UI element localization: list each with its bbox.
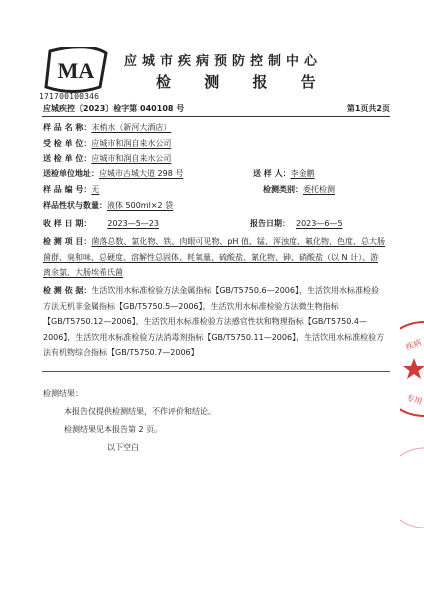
ma-logo-text: MA	[57, 58, 95, 83]
sample-name-row	[43, 122, 171, 133]
sample-state-label: 样品性状与数量：	[43, 201, 107, 210]
ma-registration-number: 171700100346	[39, 92, 100, 101]
submitter-value: 应城市和润自来水公司	[91, 154, 172, 163]
conclusion-line-2: 检测结果见本报告第 2 页。	[64, 425, 163, 434]
sender-label: 送 样 人：	[253, 169, 291, 178]
test-items-paragraph	[43, 234, 386, 281]
sample-name-value: 末梢水（新河大酒店）	[91, 123, 172, 132]
submitter-row	[43, 153, 171, 164]
seal-star-icon	[403, 358, 424, 379]
address-row	[43, 168, 183, 179]
seal-text-bottom: 专用	[405, 393, 424, 407]
seal-text-top: 疾病	[404, 337, 423, 352]
sample-name-label: 样 品 名 称：	[43, 123, 92, 132]
report-date-row	[250, 218, 343, 229]
conclusion-line-1: 本报告仅提供检测结果，不作评价和结论。	[64, 407, 216, 416]
sender-value: 李金鹏	[290, 169, 315, 178]
organization-name: 应城市疾病预防控制中心	[124, 54, 323, 69]
test-type-row	[263, 184, 335, 195]
report-title: 检 测 报 告	[156, 73, 330, 91]
ma-certification-logo	[42, 47, 110, 93]
sample-state-value: 液体 500ml×2 袋	[107, 201, 174, 210]
sample-number-row	[43, 184, 99, 195]
receive-date-label: 收 样 日 期：	[43, 219, 92, 228]
conclusion-line-3: 以下空白	[107, 443, 139, 452]
test-basis-value: 生活饮用水标准检验方法金属指标【GB/T5750.6—2006】，生活饮用水标准检验方法无机非金属指标【GB/T5750.5—2006】，生活饮用水标准检验方法微生物指标【GB/T5750.12—2006】，生活饮用水标准检验方法感官性状和物理指标【GB/T5750.4—2006】，生活饮用水标准检验方法消毒剂指标【GB/T5750.11—2006】，生活饮用水标准检验方法有机物综合指标【GB/T5750.7—2006】	[43, 286, 385, 357]
test-basis-label: 检 测 依 据：	[43, 286, 92, 295]
official-seal-stamp	[400, 318, 424, 528]
receive-date-row	[43, 218, 159, 229]
test-type-label: 检测类别：	[263, 185, 303, 194]
document-number: 应城疾控〔2023〕检字第 040108 号	[43, 104, 185, 113]
client-value: 应城市和润自来水公司	[91, 139, 172, 148]
test-type-value: 委托检测	[303, 185, 335, 194]
address-value: 应城市古城大道 298 号	[99, 169, 184, 178]
test-items-value: 菌落总数、氯化物、铁、肉眼可见物、pH 值、锰、浑浊度、氟化物、色度、总大肠菌群、臭和味、总硬度、溶解性总固体、耗氧量、硫酸盐、氰化物、砷、硝酸盐（以 N 计）、游离余氯、大肠埃希氏菌	[43, 237, 385, 277]
conclusion-label: 检测结果：	[43, 389, 83, 398]
divider	[42, 371, 390, 372]
receive-date-value: 2023—5—23	[107, 219, 159, 228]
sender-row	[253, 168, 315, 179]
test-items-label: 检 测 项 目：	[43, 237, 92, 246]
report-date-label: 报告日期：	[250, 219, 290, 228]
client-label: 受 检 单 位：	[43, 139, 92, 148]
page-number: 第1页共2页	[346, 104, 390, 113]
submitter-label: 送 检 单 位：	[43, 154, 92, 163]
test-basis-paragraph	[43, 283, 386, 361]
divider	[42, 116, 390, 117]
sample-state-row	[43, 200, 173, 211]
sample-number-label: 样 品 编 号：	[43, 185, 92, 194]
client-row	[43, 138, 171, 149]
sample-number-value: 无	[91, 185, 100, 194]
report-date-value: 2023—6—5	[296, 219, 343, 228]
address-label: 送检单位地址：	[43, 169, 99, 178]
